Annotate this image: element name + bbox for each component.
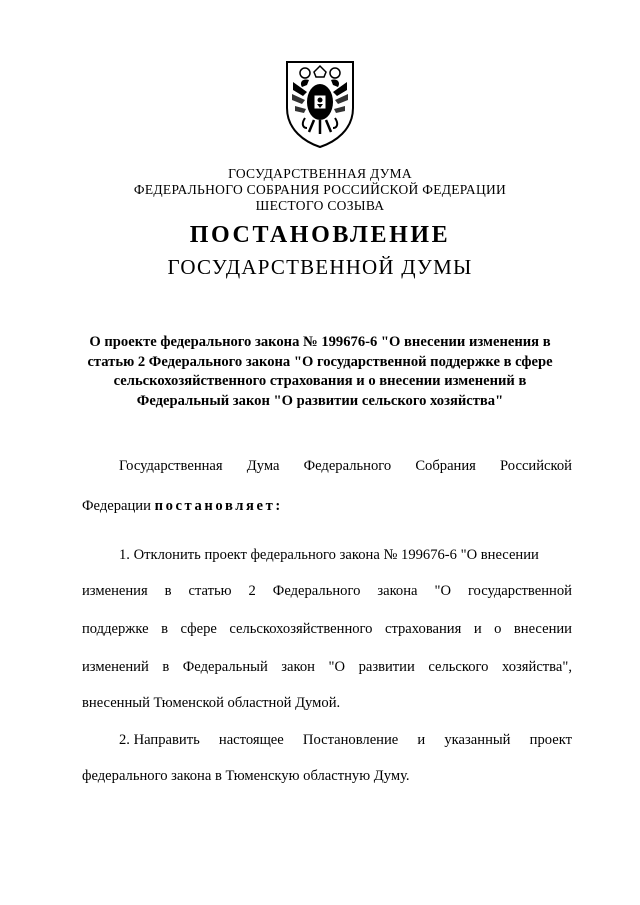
preamble-line	[119, 458, 572, 475]
word: статью	[188, 583, 232, 599]
word: хозяйства",	[502, 659, 572, 675]
word: внесении	[513, 621, 572, 637]
word: 2. Направить	[119, 732, 200, 748]
word: в	[164, 583, 172, 599]
word: и	[417, 732, 426, 748]
word: Российской	[500, 458, 572, 474]
subject-line: О проекте федерального закона № 199676-6 "О внесении изменения в	[89, 334, 551, 350]
paragraph-2-line-2: федерального закона в Тюменскую областную Думу.	[82, 768, 410, 784]
header-convocation: ШЕСТОГО СОЗЫВА	[255, 198, 385, 213]
word: Государственная	[119, 458, 223, 474]
word: Постановление	[302, 732, 399, 748]
word: поддержке	[82, 621, 149, 637]
word: сельскохозяйственного	[229, 621, 373, 637]
word: Собрания	[415, 458, 476, 474]
state-emblem	[283, 58, 357, 150]
word: "О	[434, 583, 451, 599]
word: закона	[377, 583, 418, 599]
word: развитии	[358, 659, 415, 675]
decree-word: постановляет:	[154, 498, 283, 514]
word: сфере	[180, 621, 217, 637]
word: в	[162, 659, 170, 675]
paragraph-2-line-1	[119, 732, 572, 749]
word: государственной	[467, 583, 572, 599]
word: Федерального	[272, 583, 361, 599]
document-title: ПОСТАНОВЛЕНИЕ	[189, 222, 451, 248]
word: Федеральный	[182, 659, 268, 675]
word: о	[494, 621, 502, 637]
header-duma: ГОСУДАРСТВЕННАЯ ДУМА	[228, 166, 412, 181]
word: и	[473, 621, 482, 637]
paragraph-1-line-5: внесенный Тюменской областной Думой.	[82, 695, 341, 711]
word: изменения	[82, 583, 148, 599]
decree-line	[82, 498, 572, 515]
word: "О	[328, 659, 346, 675]
header-federal-assembly: ФЕДЕРАЛЬНОГО СОБРАНИЯ РОССИЙСКОЙ ФЕДЕРАЦИИ	[133, 182, 507, 197]
document-subtitle: ГОСУДАРСТВЕННОЙ ДУМЫ	[167, 255, 473, 279]
word: Дума	[246, 458, 280, 474]
preamble-continuation: Федерации	[82, 498, 151, 514]
word: страхования	[384, 621, 462, 637]
word: изменений	[82, 659, 149, 675]
word: настоящее	[218, 732, 284, 748]
paragraph-1-line-3	[82, 621, 572, 638]
subject-line: статью 2 Федерального закона "О государственной поддержке в сфере	[87, 353, 553, 370]
document-subject	[60, 333, 580, 411]
word: Федерального	[303, 458, 392, 474]
paragraph-1-line-2	[82, 583, 572, 600]
subject-line: сельскохозяйственного страхования и о внесении изменений в	[113, 373, 527, 389]
paragraph-1-line-1: 1. Отклонить проект федерального закона № 199676-6 "О внесении	[119, 547, 539, 563]
word: 2	[248, 583, 256, 599]
paragraph-1-line-4	[82, 659, 572, 676]
word: проект	[529, 732, 572, 748]
subject-line: Федеральный закон "О развитии сельского хозяйства"	[136, 392, 504, 409]
word: в	[161, 621, 168, 637]
word: указанный	[444, 732, 511, 748]
word: закон	[281, 659, 315, 675]
word: сельского	[428, 659, 489, 675]
